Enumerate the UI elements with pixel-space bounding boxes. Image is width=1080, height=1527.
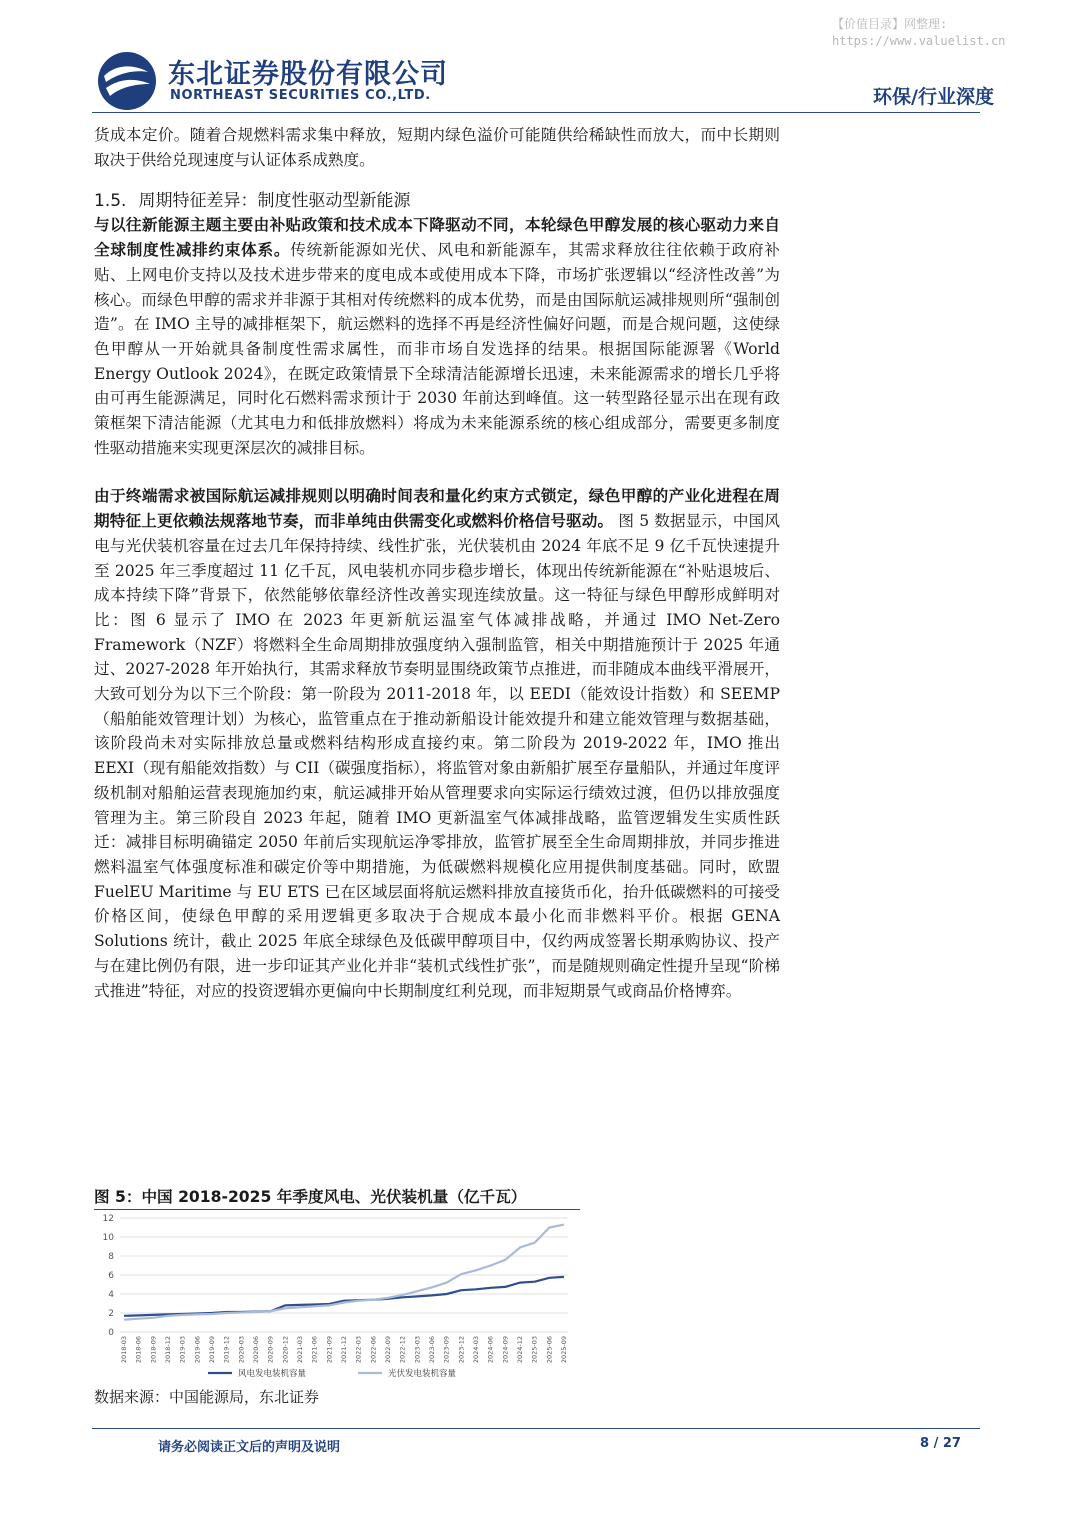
- legend-label: 光伏发电装机容量: [388, 1369, 457, 1379]
- section-number: 1.5.: [94, 191, 127, 212]
- report-body: [94, 123, 780, 1003]
- x-tick-label: 2020-06: [252, 1336, 260, 1364]
- x-tick-label: 2023-09: [442, 1336, 451, 1364]
- x-tick-label: 2023-06: [428, 1336, 436, 1364]
- x-tick-label: 2019-12: [222, 1336, 231, 1364]
- x-tick-label: 2025-09: [560, 1336, 568, 1364]
- watermark: [832, 16, 1052, 50]
- x-tick-label: 2022-06: [369, 1336, 378, 1364]
- x-tick-label: 2021-06: [310, 1336, 319, 1364]
- series-line: [124, 1277, 564, 1316]
- company-logo: [96, 50, 158, 112]
- key-statement: 由于终端需求被国际航运减排规则以明确时间表和量化约束方式锁定，绿色甲醇的产业化进程在周期特征上更依赖法规落地节奏，而非单纯由供需变化或燃料价格信号驱动。: [94, 487, 780, 531]
- x-tick-label: 2025-03: [530, 1336, 539, 1364]
- y-tick-label: 2: [108, 1309, 114, 1319]
- key-statement: 与以往新能源主题主要由补贴政策和技术成本下降驱动不同，本轮绿色甲醇发展的核心驱动力来自全球制度性减排约束体系。: [94, 216, 780, 260]
- y-tick-label: 4: [108, 1290, 114, 1300]
- x-tick-label: 2021-12: [340, 1336, 348, 1364]
- x-tick-label: 2019-06: [193, 1336, 202, 1364]
- y-tick-label: 8: [108, 1252, 114, 1262]
- legend-label: 风电发电装机容量: [238, 1369, 307, 1379]
- capacity-line-chart: [94, 1210, 580, 1382]
- header-divider: [92, 112, 980, 113]
- x-tick-label: 2024-09: [501, 1336, 510, 1364]
- y-tick-label: 10: [102, 1233, 114, 1243]
- x-tick-label: 2018-09: [149, 1336, 158, 1364]
- x-tick-label: 2018-03: [120, 1336, 128, 1364]
- x-tick-label: 2025-06: [545, 1336, 554, 1364]
- y-tick-label: 12: [102, 1214, 114, 1224]
- x-tick-label: 2022-12: [398, 1336, 407, 1364]
- x-tick-label: 2020-12: [281, 1336, 290, 1364]
- x-tick-label: 2018-06: [134, 1336, 143, 1364]
- x-tick-label: 2019-03: [178, 1336, 187, 1364]
- series-line: [124, 1225, 564, 1320]
- watermark-line2: https://www.valuelist.cn: [832, 34, 1006, 48]
- data-source: 数据来源：中国能源局，东北证券: [94, 1388, 320, 1406]
- paragraph-text: 传统新能源如光伏、风电和新能源车，其需求释放往往依赖于政府补贴、上网电价支持以及技术进步带来的度电成本或使用成本下降，市场扩张逻辑以“经济性改善”为核心。而绿色甲醇的需求并非源于其相对传统燃料的成本优势，而是由国际航运减排规则所“强制创造”。在 IMO 主导的减排框架下，航运燃料的选择不再是经济性偏好问题，而是合规问题，这使绿色甲醇从一开始就具备制度性需求属性，而非市场自发选择的结果。根据国际能源署《World Energy Outlook 2024》，在既定政策情景下全球清洁能源增长迅速，未来能源需求的增长几乎将由可再生能源满足，同时化石燃料需求预计于 2030 年前达到峰值。这一转型路径显示出在现有政策框架下清洁能源（尤其电力和低排放燃料）将成为未来能源系统的核心组成部分，需要更多制度性驱动措施来实现更深层次的减排目标。: [94, 241, 780, 457]
- paragraph-text: 图 5 数据显示，中国风电与光伏装机容量在过去几年保持持续、线性扩张，光伏装机由 2024 年底不足 9 亿千瓦快速提升至 2025 年三季度超过 11 亿千瓦，风电装机亦同步稳步增长，体现出传统新能源在“补贴退坡后、成本持续下降”背景下，依然能够依靠经济性改善实现连续放量。这一特征与绿色甲醇形成鲜明对比：图 6 显示了 IMO 在 2023 年更新航运温室气体减排战略，并通过 IMO Net-Zero Framework（NZF）将燃料全生命周期排放强度纳入强制监管，相关中期措施预计于 2025 年通过、2027-2028 年开始执行，其需求释放节奏明显围绕政策节点推进，而非随成本曲线平滑展开，大致可划分为以下三个阶段：第一阶段为 2011-2018 年，以 EEDI（能效设计指数）和 SEEMP（船舶能效管理计划）为核心，监管重点在于推动新船设计能效提升和建立能效管理与数据基础，该阶段尚未对实际排放总量或燃料结构形成直接约束。第二阶段为 2019-2022 年，IMO 推出 EEXI（现有船能效指数）与 CII（碳强度指标），将监管对象由新船扩展至存量船队，并通过年度评级机制对船舶运营表现施加约束，航运减排开始从管理要求向实际运行绩效过渡，但仍以排放强度管理为主。第三阶段自 2023 年起，随着 IMO 更新温室气体减排战略，监管逻辑发生实质性跃迁：减排目标明确锚定 2050 年前后实现航运净零排放，监管扩展至全生命周期排放，并同步推进燃料温室气体强度标准和碳定价等中期措施，为低碳燃料规模化应用提供制度基础。同时，欧盟 FuelEU Maritime 与 EU ETS 已在区域层面将航运燃料排放直接货币化，抬升低碳燃料的可接受价格区间，使绿色甲醇的采用逻辑更多取决于合规成本最小化而非燃料平价。根据 GENA Solutions 统计，截止 2025 年底全球绿色及低碳甲醇项目中，仅约两成签署长期承购协议、投产与在建比例仍有限，进一步印证其产业化并非“装机式线性扩张”，而是随规则确定性提升呈现“阶梯式推进”特征，对应的投资逻辑亦更偏向中长期制度红利兑现，而非短期景气或商品价格博弈。: [94, 512, 780, 1000]
- paragraph: [94, 213, 780, 460]
- x-tick-label: 2022-03: [354, 1336, 363, 1364]
- x-tick-label: 2019-09: [208, 1336, 216, 1364]
- page-number: 8 / 27: [920, 1436, 961, 1451]
- x-tick-label: 2021-09: [325, 1336, 334, 1364]
- x-tick-label: 2020-03: [237, 1336, 246, 1364]
- x-tick-label: 2020-09: [266, 1336, 275, 1364]
- x-tick-label: 2022-09: [384, 1336, 392, 1364]
- watermark-line1: 【价值目录】网整理:: [832, 17, 948, 31]
- footer-divider: [92, 1428, 980, 1429]
- x-tick-label: 2024-06: [486, 1336, 495, 1364]
- x-tick-label: 2018-12: [164, 1336, 172, 1364]
- x-tick-label: 2023-12: [457, 1336, 466, 1364]
- y-tick-label: 6: [108, 1271, 114, 1281]
- section-heading: [94, 189, 780, 213]
- x-tick-label: 2024-03: [472, 1336, 480, 1364]
- figure-title: 图 5：中国 2018-2025 年季度风电、光伏装机量（亿千瓦）: [94, 1188, 527, 1206]
- company-name-cn: 东北证券股份有限公司: [168, 59, 448, 90]
- y-tick-label: 0: [108, 1328, 114, 1338]
- x-tick-label: 2021-03: [296, 1336, 304, 1364]
- x-tick-label: 2023-03: [413, 1336, 422, 1364]
- paragraph: [94, 484, 780, 1003]
- section-title: 周期特征差异：制度性驱动型新能源: [138, 191, 411, 212]
- disclaimer-note: 请务必阅读正文后的声明及说明: [158, 1440, 341, 1455]
- x-tick-label: 2024-12: [516, 1336, 524, 1364]
- company-name-en: NORTHEAST SECURITIES CO.,LTD.: [170, 88, 431, 103]
- paragraph: 货成本定价。随着合规燃料需求集中释放，短期内绿色溢价可能随供给稀缺性而放大，而中长期则取决于供给兑现速度与认证体系成熟度。: [94, 126, 780, 169]
- report-category: 环保/行业深度: [873, 86, 994, 108]
